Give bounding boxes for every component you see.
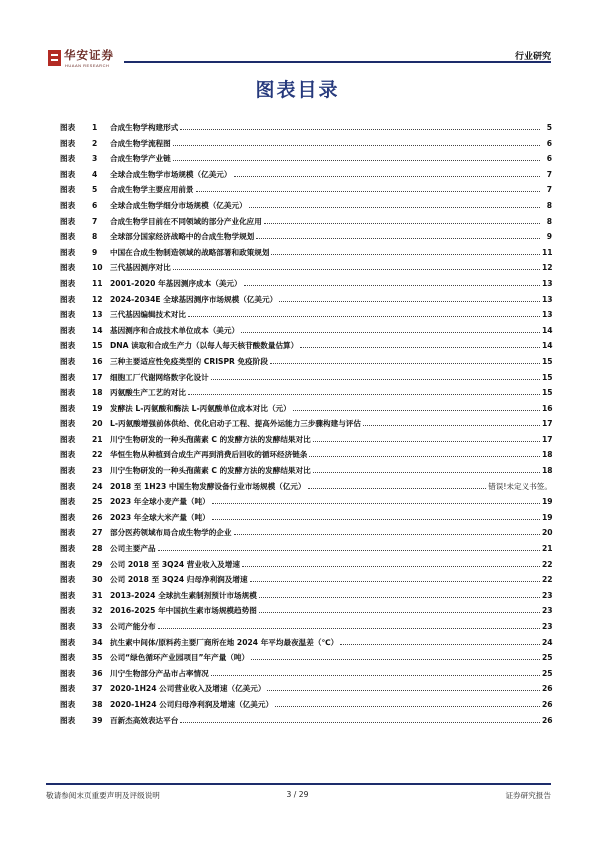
toc-entry[interactable]	[60, 167, 552, 183]
toc-entry-label: 图表	[60, 185, 76, 195]
toc-entry-page: 错误!未定义书签。	[488, 481, 552, 491]
toc-entry-number: 35	[92, 653, 103, 663]
toc-entry-label: 图表	[60, 466, 76, 476]
toc-entry-number: 39	[92, 715, 103, 725]
toc-entry-page: 11	[542, 247, 553, 257]
toc-entry-title: 全球合成生物学细分市场规模（亿美元）	[110, 200, 247, 210]
toc-dot-leader	[256, 238, 540, 239]
toc-entry-title: DNA 读取和合成生产力（以每人每天核苷酸数量估算）	[110, 341, 299, 351]
toc-entry-label: 图表	[60, 684, 76, 694]
toc-entry-page: 24	[542, 637, 553, 647]
toc-entry-title: 公司 2018 至 3Q24 营业收入及增速	[110, 559, 240, 569]
toc-entry-number: 33	[92, 622, 103, 631]
toc-entry[interactable]	[60, 603, 552, 619]
toc-entry-label: 图表	[60, 138, 76, 148]
toc-entry-number: 24	[92, 481, 103, 491]
toc-entry-label: 图表	[60, 325, 76, 335]
toc-entry-label: 图表	[60, 450, 76, 460]
toc-entry-label: 图表	[60, 434, 76, 444]
toc-entry-title: L-丙氨酸增强前体供给、优化启动子工程、提高外运能力三步骤构建与评估	[110, 419, 361, 429]
toc-entry-number: 34	[92, 637, 103, 647]
toc-dot-leader	[188, 316, 540, 317]
toc-entry-title: 2023 年全球大米产量（吨）	[110, 512, 210, 522]
toc-entry[interactable]	[60, 136, 552, 152]
toc-entry-title: 川宁生物研发的一种头孢菌素 C 的发酵方法的发酵结果对比	[110, 434, 311, 444]
toc-dot-leader	[275, 706, 540, 707]
toc-entry-label: 图表	[60, 419, 76, 429]
toc-dot-leader	[270, 363, 540, 364]
toc-entry-page: 13	[542, 278, 553, 288]
toc-entry[interactable]	[60, 120, 552, 136]
toc-dot-leader	[180, 129, 540, 130]
toc-entry-page: 13	[542, 294, 553, 304]
toc-entry[interactable]	[60, 385, 552, 401]
toc-entry-label: 图表	[60, 310, 76, 320]
toc-entry-number: 12	[92, 294, 103, 304]
toc-entry-label: 图表	[60, 575, 76, 585]
toc-dot-leader	[259, 597, 540, 598]
toc-dot-leader	[180, 722, 540, 723]
toc-entry-page: 23	[542, 606, 553, 616]
toc-entry-title: 川宁生物研发的一种头孢菌素 C 的发酵方法的发酵结果对比	[110, 466, 311, 476]
toc-entry-title: 合成生物学构建形式	[110, 123, 179, 132]
toc-entry[interactable]	[60, 229, 552, 245]
toc-entry-number: 37	[92, 684, 103, 694]
toc-entry[interactable]	[60, 650, 552, 666]
toc-entry[interactable]	[60, 541, 552, 557]
toc-entry-page: 16	[542, 403, 553, 413]
toc-entry-page: 15	[542, 372, 553, 382]
toc-entry[interactable]	[60, 572, 552, 588]
toc-entry[interactable]	[60, 323, 552, 339]
toc-entry-title: 公司 2018 至 3Q24 归母净利润及增速	[110, 575, 248, 585]
toc-entry-label: 图表	[60, 232, 76, 242]
toc-entry-page: 15	[542, 356, 553, 366]
toc-entry-number: 31	[92, 590, 103, 600]
toc-entry-page: 7	[546, 169, 552, 179]
toc-entry-page: 15	[542, 388, 553, 398]
toc-entry-label: 图表	[60, 559, 76, 569]
toc-entry-number: 18	[92, 388, 103, 398]
toc-entry-title: 细胞工厂代谢网络数字化设计	[110, 372, 209, 382]
toc-dot-leader	[173, 269, 540, 270]
toc-entry-number: 27	[92, 528, 103, 538]
toc-entry-title: 基因测序和合成技术单位成本（美元）	[110, 325, 240, 335]
toc-entry-page: 26	[542, 715, 553, 725]
toc-entry-label: 图表	[60, 528, 76, 538]
toc-entry-title: 合成生物学流程图	[110, 138, 171, 148]
toc-entry-label: 图表	[60, 278, 76, 288]
toc-dot-leader	[313, 472, 540, 473]
toc-entry[interactable]	[60, 307, 552, 323]
toc-dot-leader	[242, 566, 540, 567]
toc-entry-label: 图表	[60, 512, 76, 522]
toc-entry-title: 公司产能分布	[110, 622, 156, 631]
toc-entry-page: 9	[546, 232, 552, 242]
toc-entry-title: 川宁生物部分产品市占率情况	[110, 668, 209, 678]
toc-entry[interactable]	[60, 245, 552, 261]
toc-entry-title: 发酵法 L-丙氨酸和酶法 L-丙氨酸单位成本对比（元）	[110, 403, 291, 413]
toc-entry-label: 图表	[60, 653, 76, 663]
page-title: 图表目录	[255, 79, 340, 101]
toc-entry-label: 图表	[60, 123, 76, 132]
toc-entry-title: 2016-2025 年中国抗生素市场规模趋势图	[110, 606, 257, 616]
toc-entry-number: 8	[92, 232, 98, 242]
toc-entry-page: 6	[546, 154, 552, 164]
toc-entry[interactable]	[60, 401, 552, 417]
toc-entry-page: 25	[542, 653, 553, 663]
toc-entry-page: 17	[542, 434, 553, 444]
toc-entry-label: 图表	[60, 699, 76, 709]
toc-entry-title: 部分医药领域布局合成生物学的企业	[110, 528, 232, 538]
toc-dot-leader	[241, 332, 540, 333]
toc-entry[interactable]	[60, 619, 552, 635]
toc-entry-number: 36	[92, 668, 103, 678]
toc-entry-label: 图表	[60, 590, 76, 600]
toc-entry-page: 23	[542, 622, 553, 631]
toc-dot-leader	[267, 690, 540, 691]
page-number: 3 / 29	[286, 790, 309, 799]
toc-entry-title: 合成生物学目前在不同领域的部分产业化应用	[110, 216, 262, 226]
toc-entry-label: 图表	[60, 263, 76, 273]
footer-divider	[46, 783, 551, 785]
toc-entry-page: 8	[546, 200, 552, 210]
toc-entry-number: 1	[92, 123, 98, 132]
toc-entry-title: 抗生素中间体/原料药主要厂商所在地 2024 年平均最夜温差（℃）	[110, 637, 339, 647]
toc-entry[interactable]	[60, 416, 552, 432]
toc-entry-page: 23	[542, 590, 553, 600]
toc-entry-page: 14	[542, 341, 553, 351]
toc-entry-page: 21	[542, 544, 553, 554]
toc-entry-title: 三代基因测序对比	[110, 263, 171, 273]
toc-entry-label: 图表	[60, 715, 76, 725]
toc-entry[interactable]	[60, 214, 552, 230]
toc-dot-leader	[363, 425, 540, 426]
logo-text: 华安证券	[64, 48, 114, 62]
toc-entry-page: 19	[542, 512, 553, 522]
toc-entry-number: 19	[92, 403, 103, 413]
toc-entry-number: 7	[92, 216, 98, 226]
footer-disclaimer: 敬请参阅末页重要声明及评级说明	[46, 791, 160, 800]
toc-entry-page: 22	[542, 559, 553, 569]
toc-entry-title: 华恒生物从种植到合成生产再到消费后回收的循环经济链条	[110, 450, 308, 460]
toc-dot-leader	[212, 503, 540, 504]
toc-entry[interactable]	[60, 557, 552, 573]
toc-entry-label: 图表	[60, 637, 76, 647]
toc-entry-number: 32	[92, 606, 103, 616]
toc-entry-title: 中国在合成生物制造领域的战略部署和政策规划	[110, 247, 270, 257]
toc-entry-title: 百新杰高效表达平台	[110, 715, 179, 725]
toc-dot-leader	[264, 223, 540, 224]
toc-entry-page: 8	[546, 216, 552, 226]
toc-entry-label: 图表	[60, 200, 76, 210]
toc-entry-page: 13	[542, 310, 553, 320]
toc-dot-leader	[211, 379, 540, 380]
table-of-figures	[60, 120, 552, 728]
toc-dot-leader	[259, 612, 540, 613]
toc-entry-page: 7	[546, 185, 552, 195]
toc-entry-number: 5	[92, 185, 98, 195]
toc-entry-title: 公司“绿色循环产业园项目”年产量（吨）	[110, 653, 250, 663]
toc-entry-title: 合成生物学主要应用前景	[110, 185, 194, 195]
toc-entry-number: 13	[92, 310, 103, 320]
toc-entry-page: 12	[542, 263, 553, 273]
toc-entry-label: 图表	[60, 544, 76, 554]
toc-entry-label: 图表	[60, 403, 76, 413]
toc-entry-label: 图表	[60, 481, 76, 491]
toc-entry-label: 图表	[60, 668, 76, 678]
toc-entry-label: 图表	[60, 247, 76, 257]
footer-report-type: 证券研究报告	[505, 791, 551, 800]
logo-icon	[48, 50, 61, 66]
toc-entry-number: 26	[92, 512, 103, 522]
toc-entry[interactable]	[60, 697, 552, 713]
toc-dot-leader	[244, 285, 540, 286]
toc-entry-title: 2018 至 1H23 中国生物发酵设备行业市场规模（亿元）	[110, 481, 306, 491]
toc-entry-number: 11	[92, 278, 103, 288]
toc-entry[interactable]	[60, 479, 552, 495]
toc-dot-leader	[271, 254, 540, 255]
toc-entry-page: 22	[542, 575, 553, 585]
toc-entry-label: 图表	[60, 388, 76, 398]
toc-dot-leader	[196, 191, 540, 192]
toc-entry-number: 28	[92, 544, 103, 554]
toc-entry-page: 26	[542, 684, 553, 694]
toc-dot-leader	[279, 301, 540, 302]
toc-entry-title: 全球合成生物学市场规模（亿美元）	[110, 169, 232, 179]
toc-dot-leader	[173, 145, 540, 146]
toc-entry-page: 18	[542, 450, 553, 460]
toc-entry-number: 4	[92, 169, 98, 179]
toc-entry[interactable]	[60, 510, 552, 526]
toc-entry-number: 17	[92, 372, 103, 382]
toc-entry-title: 2024-2034E 全球基因测序市场规模（亿美元）	[110, 294, 278, 304]
toc-entry-page: 26	[542, 699, 553, 709]
toc-entry-label: 图表	[60, 606, 76, 616]
toc-entry[interactable]	[60, 681, 552, 697]
toc-entry-label: 图表	[60, 294, 76, 304]
toc-entry-number: 14	[92, 325, 103, 335]
toc-entry[interactable]	[60, 447, 552, 463]
toc-dot-leader	[293, 410, 540, 411]
header-divider	[124, 61, 551, 63]
toc-entry-label: 图表	[60, 622, 76, 631]
toc-entry-number: 38	[92, 699, 103, 709]
toc-entry[interactable]	[60, 338, 552, 354]
toc-entry[interactable]	[60, 635, 552, 651]
toc-entry-page: 20	[542, 528, 553, 538]
toc-dot-leader	[250, 581, 540, 582]
toc-entry-title: 丙氨酸生产工艺的对比	[110, 388, 186, 398]
toc-entry-title: 2020-1H24 公司营业收入及增速（亿美元）	[110, 684, 266, 694]
toc-dot-leader	[308, 488, 487, 489]
toc-entry-number: 23	[92, 466, 103, 476]
toc-entry[interactable]	[60, 494, 552, 510]
toc-entry-title: 全球部分国家经济战略中的合成生物学规划	[110, 232, 255, 242]
toc-entry-number: 29	[92, 559, 103, 569]
toc-entry[interactable]	[60, 354, 552, 370]
toc-entry[interactable]	[60, 260, 552, 276]
toc-entry-label: 图表	[60, 216, 76, 226]
toc-entry-label: 图表	[60, 497, 76, 507]
toc-dot-leader	[251, 659, 540, 660]
toc-entry-page: 25	[542, 668, 553, 678]
toc-dot-leader	[158, 628, 540, 629]
toc-dot-leader	[309, 456, 540, 457]
toc-entry[interactable]	[60, 292, 552, 308]
toc-entry[interactable]	[60, 182, 552, 198]
toc-entry-number: 22	[92, 450, 103, 460]
toc-entry[interactable]	[60, 151, 552, 167]
toc-entry[interactable]	[60, 463, 552, 479]
toc-entry-number: 20	[92, 419, 103, 429]
toc-entry-number: 25	[92, 497, 103, 507]
toc-entry-label: 图表	[60, 341, 76, 351]
toc-entry[interactable]	[60, 525, 552, 541]
toc-entry-page: 18	[542, 466, 553, 476]
toc-dot-leader	[340, 644, 540, 645]
toc-entry-page: 19	[542, 497, 553, 507]
toc-dot-leader	[249, 207, 540, 208]
toc-entry[interactable]	[60, 713, 552, 729]
toc-entry-page: 17	[542, 419, 553, 429]
toc-dot-leader	[300, 347, 540, 348]
toc-entry[interactable]	[60, 432, 552, 448]
toc-dot-leader	[173, 160, 540, 161]
toc-dot-leader	[188, 394, 540, 395]
toc-dot-leader	[234, 176, 541, 177]
toc-entry-page: 6	[546, 138, 552, 148]
toc-dot-leader	[158, 550, 540, 551]
toc-entry[interactable]	[60, 276, 552, 292]
toc-entry-label: 图表	[60, 356, 76, 366]
toc-entry-number: 15	[92, 341, 103, 351]
toc-entry[interactable]	[60, 198, 552, 214]
toc-dot-leader	[313, 441, 540, 442]
logo-subtext: HUAAN RESEARCH	[65, 63, 110, 68]
toc-entry-number: 16	[92, 356, 103, 366]
toc-entry-label: 图表	[60, 372, 76, 382]
toc-entry-title: 合成生物学产业链	[110, 154, 171, 164]
toc-entry-number: 30	[92, 575, 103, 585]
toc-entry-title: 公司主要产品	[110, 544, 156, 554]
toc-entry-title: 三种主要适应性免疫类型的 CRISPR 免疫阶段	[110, 356, 268, 366]
toc-entry-number: 2	[92, 138, 98, 148]
toc-entry-page: 14	[542, 325, 553, 335]
toc-entry-label: 图表	[60, 154, 76, 164]
toc-entry-title: 2023 年全球小麦产量（吨）	[110, 497, 210, 507]
page-header	[46, 44, 551, 74]
toc-dot-leader	[212, 519, 540, 520]
toc-entry-number: 10	[92, 263, 103, 273]
toc-entry-number: 9	[92, 247, 98, 257]
toc-entry[interactable]	[60, 666, 552, 682]
toc-entry-number: 21	[92, 434, 103, 444]
toc-entry-page: 5	[546, 123, 552, 132]
toc-entry-number: 6	[92, 200, 98, 210]
toc-entry-label: 图表	[60, 169, 76, 179]
toc-entry-number: 3	[92, 154, 98, 164]
toc-entry[interactable]	[60, 588, 552, 604]
toc-dot-leader	[211, 675, 540, 676]
section-label: 行业研究	[514, 52, 551, 62]
toc-entry[interactable]	[60, 370, 552, 386]
toc-entry-title: 2001-2020 年基因测序成本（美元）	[110, 278, 242, 288]
toc-entry-title: 三代基因编辑技术对比	[110, 310, 186, 320]
toc-entry-title: 2013-2024 全球抗生素制剂预计市场规模	[110, 590, 257, 600]
toc-dot-leader	[234, 534, 541, 535]
toc-entry-title: 2020-1H24 公司归母净利润及增速（亿美元）	[110, 699, 274, 709]
